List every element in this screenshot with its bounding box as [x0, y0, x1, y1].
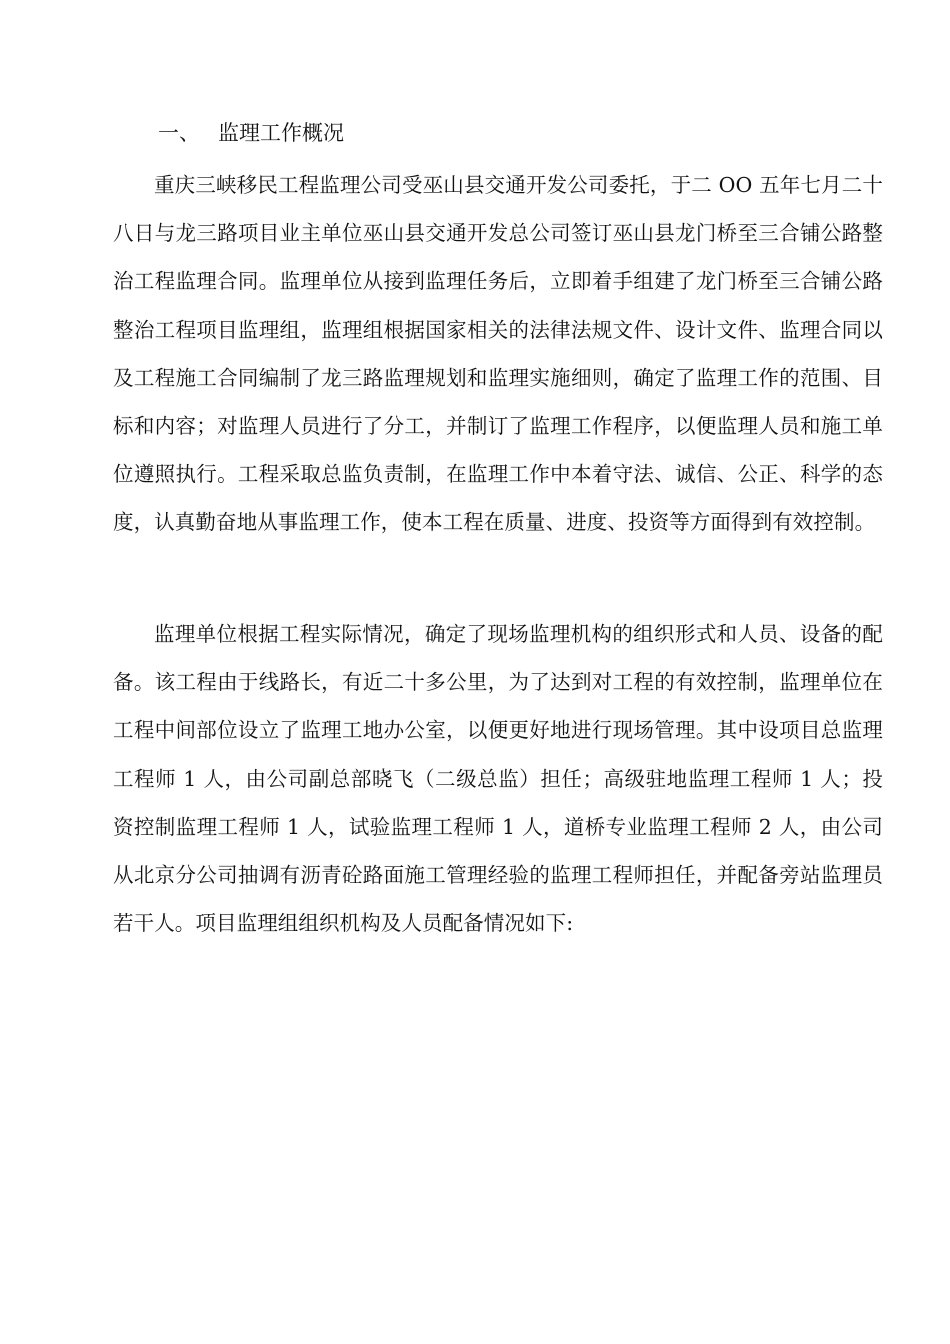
section-number: 一、 [158, 121, 200, 145]
paragraph-organization: 监理单位根据工程实际情况，确定了现场监理机构的组织形式和人员、设备的配备。该工程由于线路长，有近二十多公里，为了达到对工程的有效控制，监理单位在工程中间部位设立了监理工地办公室，以便更好地进行现场管理。其中设项目总监理工程师 1 人，由公司副总部晓飞（二级总监）担任；高级驻地监理工程师 1 人；投资控制监理工程师 1 人，试验监理工程师 1 人，道桥专业监理工程师 2 人，由公司从北京分公司抽调有沥青砼路面施工管理经验的监理工程师担任，并配备旁站监理员若干人。项目监理组组织机构及人员配备情况如下: [113, 622, 883, 936]
section-heading [158, 118, 344, 148]
paragraph-overview: 重庆三峡移民工程监理公司受巫山县交通开发公司委托，于二 OO 五年七月二十八日与龙三路项目业主单位巫山县交通开发总公司签订巫山县龙门桥至三合铺公路整治工程监理合同。监理单位从接到监理任务后，立即着手组建了龙门桥至三合铺公路整治工程项目监理组，监理组根据国家相关的法律法规文件、设计文件、监理合同以及工程施工合同编制了龙三路监理规划和监理实施细则，确定了监理工作的范围、目标和内容；对监理人员进行了分工，并制订了监理工作程序，以便监理人员和施工单位遵照执行。工程采取总监负责制，在监理工作中本着守法、诚信、公正、科学的态度，认真勤奋地从事监理工作，使本工程在质量、进度、投资等方面得到有效控制。 [113, 173, 883, 535]
section-title: 监理工作概况 [218, 121, 344, 145]
